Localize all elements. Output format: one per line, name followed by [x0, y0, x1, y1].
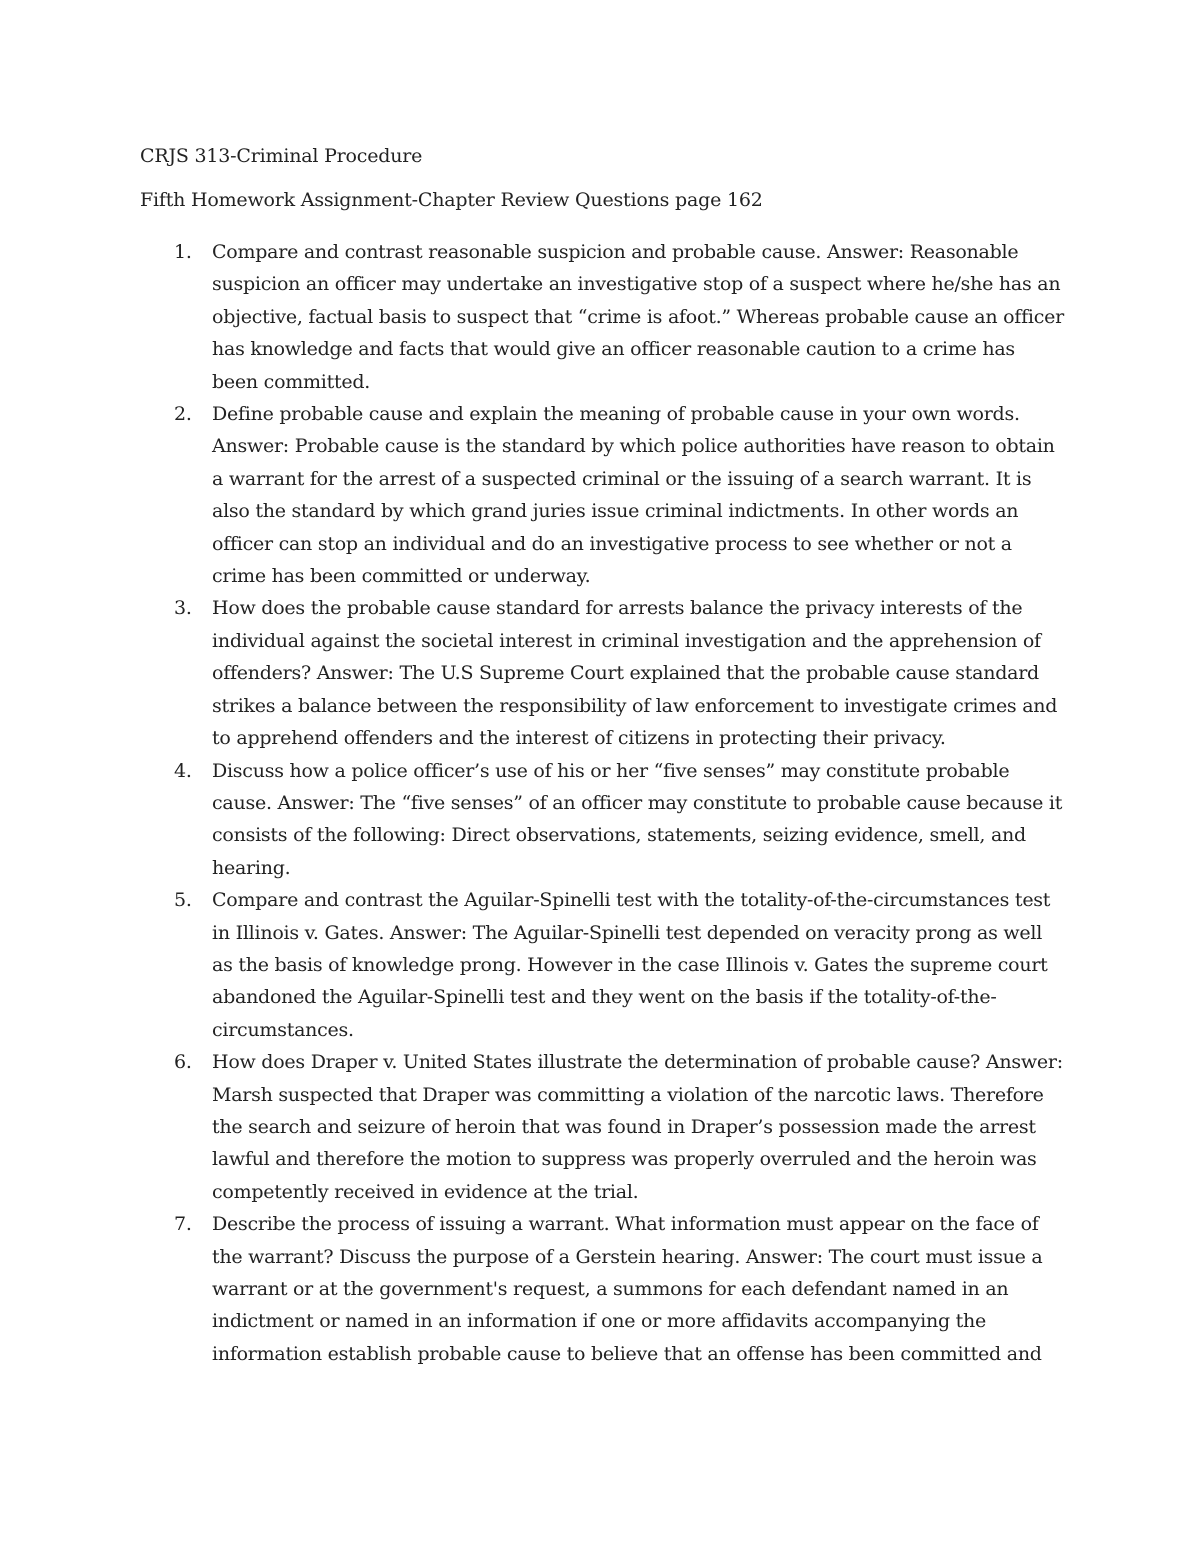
- assignment-title: Fifth Homework Assignment-Chapter Review Questions page 162: [140, 189, 763, 211]
- question-text: Compare and contrast reasonable suspicion and probable cause. Answer: Reasonable suspicion an officer may undertake an investigative stop of a suspect where he/she has an objective, factual basis to suspect that “crime is afoot.” Whereas probable cause an officer has knowledge and facts that would give an officer reasonable caution to a crime has been committed.: [212, 241, 1064, 393]
- question-list: [140, 236, 1065, 1370]
- question-number: 7.: [174, 1213, 192, 1236]
- question-text: Describe the process of issuing a warrant. What information must appear on the face of the warrant? Discuss the purpose of a Gerstein hearing. Answer: The court must issue a warrant or at the government's request, a summons for each defendant named in an indictment or named in an information if one or more affidavits accompanying the information establish probable cause to believe that an offense has been committed and: [212, 1213, 1043, 1365]
- question-text: Discuss how a police officer’s use of his or her “five senses” may constitute probable cause. Answer: The “five senses” of an officer may constitute to probable cause because it consists of the following: Direct observations, statements, seizing evidence, smell, and hearing.: [212, 759, 1063, 879]
- question-item: [140, 884, 1065, 1046]
- question-item: [140, 1046, 1065, 1208]
- question-item: [140, 755, 1065, 885]
- document-body: [140, 142, 1065, 1370]
- question-item: [140, 592, 1065, 754]
- question-item: [140, 1208, 1065, 1370]
- course-title: CRJS 313-Criminal Procedure: [140, 145, 423, 167]
- question-item: [140, 398, 1065, 592]
- question-text: Compare and contrast the Aguilar-Spinelli test with the totality-of-the-circumstances test in Illinois v. Gates. Answer: The Aguilar-Spinelli test depended on veracity prong as well as the basis of knowledge prong. However in the case Illinois v. Gates the supreme court abandoned the Aguilar-Spinelli test and they went on the basis if the totality-of-the-circumstances.: [212, 889, 1051, 1041]
- question-text: Define probable cause and explain the meaning of probable cause in your own words. Answer: Probable cause is the standard by which police authorities have reason to obtain a warrant for the arrest of a suspected criminal or the issuing of a search warrant. It is also the standard by which grand juries issue criminal indictments. In other words an officer can stop an individual and do an investigative process to see whether or not a crime has been committed or underway.: [212, 403, 1055, 588]
- question-text: How does Draper v. United States illustrate the determination of probable cause? Answer: Marsh suspected that Draper was committing a violation of the narcotic laws. Therefore the search and seizure of heroin that was found in Draper’s possession made the arrest lawful and therefore the motion to suppress was properly overruled and the heroin was competently received in evidence at the trial.: [212, 1051, 1063, 1203]
- question-text: How does the probable cause standard for arrests balance the privacy interests of the individual against the societal interest in criminal investigation and the apprehension of offenders? Answer: The U.S Supreme Court explained that the probable cause standard strikes a balance between the responsibility of law enforcement to investigate crimes and to apprehend offenders and the interest of citizens in protecting their privacy.: [212, 597, 1058, 750]
- question-number: 5.: [174, 889, 192, 912]
- question-item: [140, 236, 1065, 398]
- question-number: 4.: [174, 759, 192, 782]
- question-number: 6.: [174, 1051, 192, 1074]
- question-number: 3.: [174, 597, 192, 620]
- question-number: 1.: [174, 241, 192, 263]
- question-number: 2.: [174, 403, 192, 426]
